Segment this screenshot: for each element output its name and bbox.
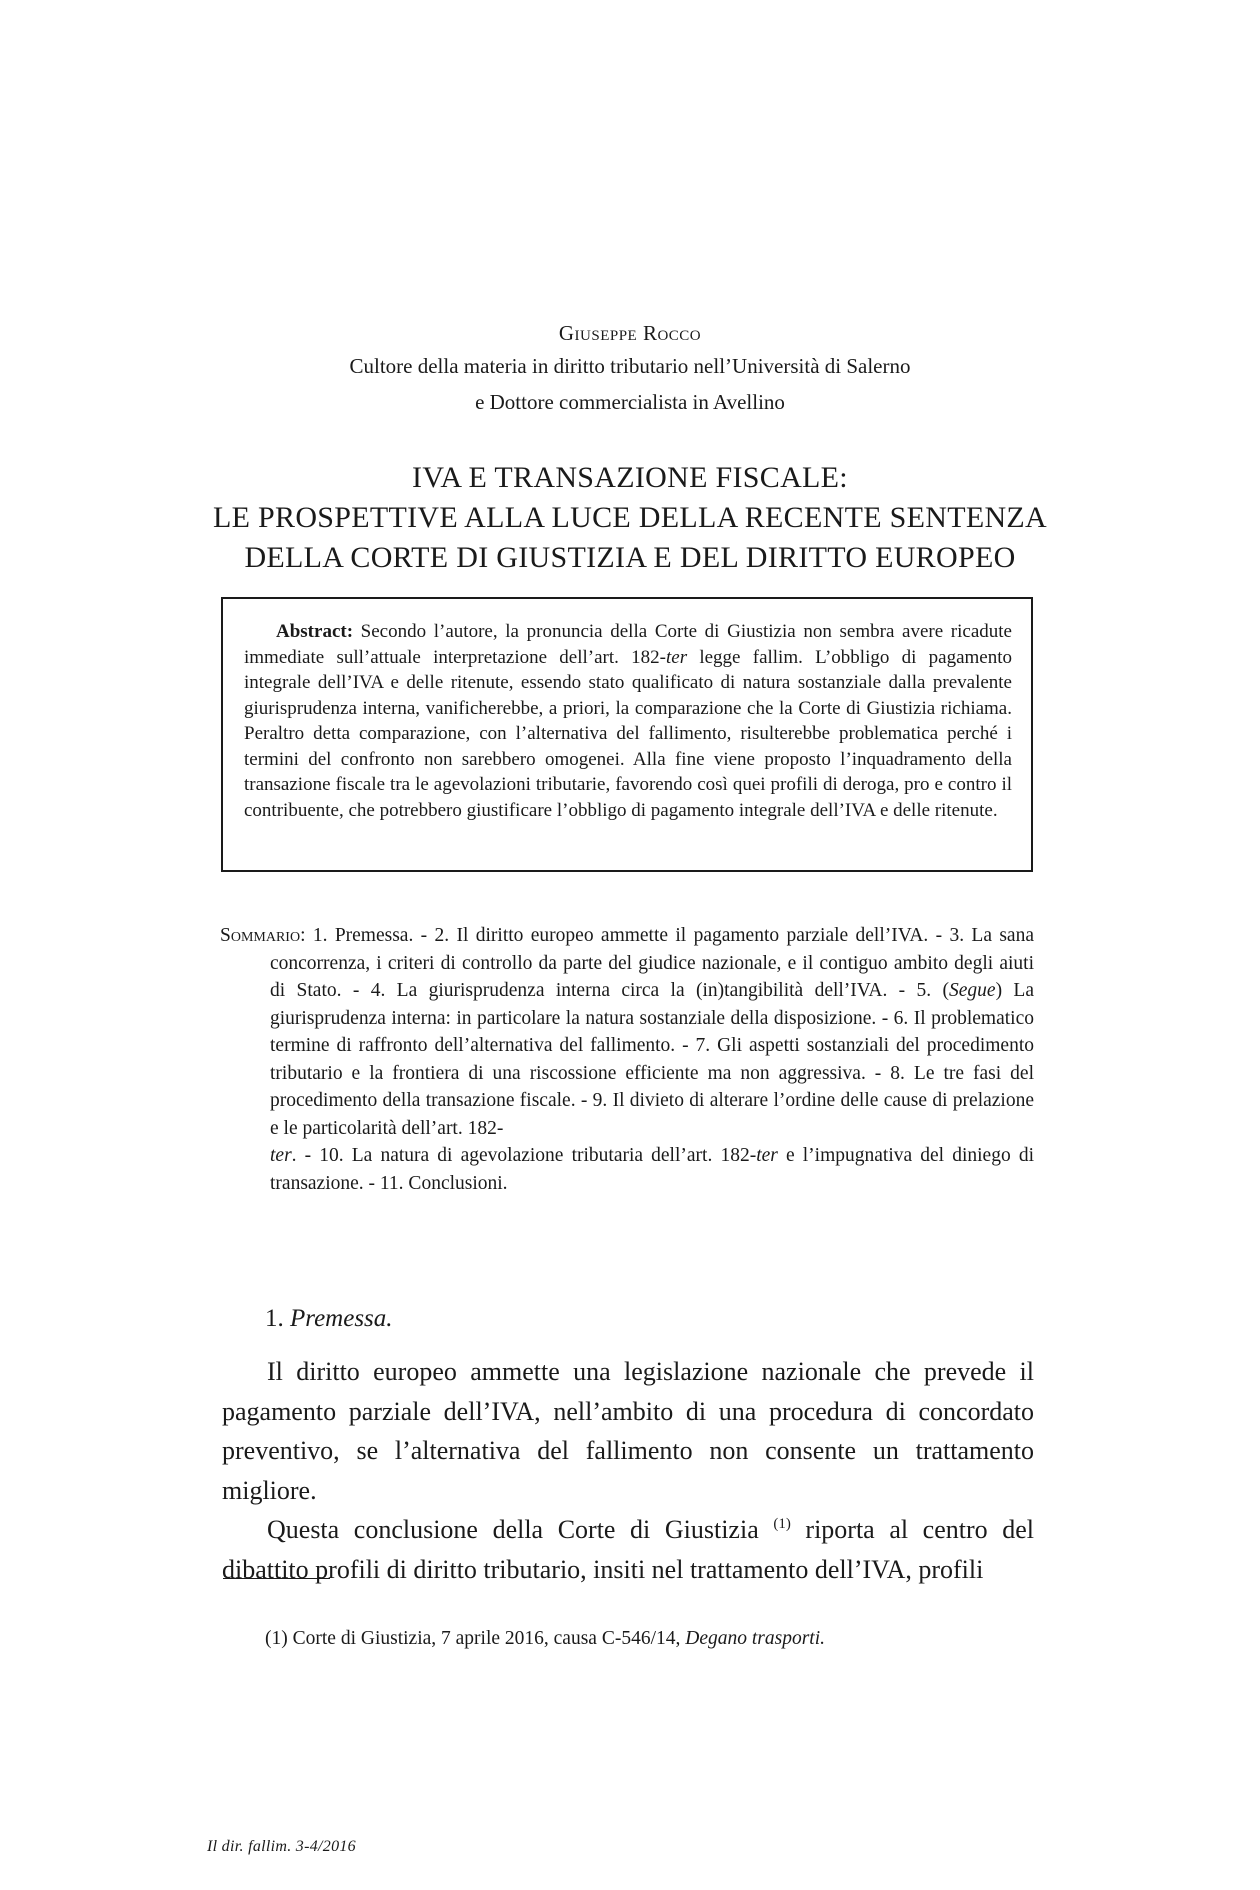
abstract-text-part: legge fallim. L’obbligo di pagamento integrale dell’IVA e delle ritenute, essendo stato qualificato di natura sostanziale dalla prevalente giurisprudenza interna, vanificherebbe, a priori, la comparazione che la Corte di Giustizia richiama. Peraltro detta comparazione, con l’alternativa del fallimento, risulterebbe problematica perché i termini del confronto non sarebbero omogenei. Alla fine viene proposto l’inquadramento della transazione fiscale tra le agevolazioni tributarie, favorendo così quei profili di deroga, pro e contro il contribuente, che potrebbero giustificare l’obbligo di pagamento integrale dell’IVA e delle ritenute. (244, 646, 1012, 821)
article-title (200, 458, 1060, 578)
title-line: LE PROSPETTIVE ALLA LUCE DELLA RECENTE SENTENZA (212, 501, 1048, 534)
sommario-part: 1. Premessa. - 2. Il diritto europeo ammette il pagamento parziale dell’IVA. - 3. La sana concorrenza, i criteri di controllo da parte del giudice nazionale, e il contiguo ambito degli aiuti di Stato. - 4. La giurisprudenza interna circa la (in)tangibilità dell’IVA. - 5. ( (270, 925, 1034, 1001)
body-paragraph: Il diritto europeo ammette una legislazione nazionale che prevede il pagamento parziale dell’IVA, nell’ambito di una procedura di concordato preventivo, se l’alternativa del fallimento non consente un trattamento migliore. (222, 1357, 1034, 1505)
body-paragraph-part: Questa conclusione della Corte di Giustizia (267, 1515, 774, 1544)
footnote-reference[interactable]: (1) (773, 1516, 791, 1532)
title-line: DELLA CORTE DI GIUSTIZIA E DEL DIRITTO EUROPEO (244, 541, 1016, 574)
footnote-text: Corte di Giustizia, 7 aprile 2016, causa C-546/14, (287, 1628, 686, 1649)
section-title: Premessa. (290, 1305, 393, 1332)
sommario (220, 922, 1034, 1197)
abstract-text (244, 619, 1012, 823)
sommario-italic: ter (270, 1145, 292, 1166)
author-name: Giuseppe Rocco (558, 321, 702, 345)
footnote-marker: (1) (265, 1628, 288, 1649)
footnote-divider (223, 1578, 330, 1579)
abstract-text-italic: ter (665, 646, 688, 668)
sommario-part: . - 10. La natura di agevolazione tributaria dell’art. 182- (291, 1145, 757, 1166)
sommario-part: ) La giurisprudenza interna: in particolare la natura sostanziale della disposizione. - 6. Il problematico termine di raffronto dell’alternativa del fallimento. - 7. Gli aspetti sostanziali del procedimento tributario e la frontiera di una riscossione efficiente ma non aggressiva. - 8. Le tre fasi del procedimento della transazione fiscale. - 9. Il divieto di alterare l’ordine delle cause di prelazione e le particolarità dell’art. 182- (270, 980, 1034, 1139)
sommario-italic: ter (756, 1145, 778, 1166)
sommario-part: e l’impugnativa del diniego di transazione. - 11. Conclusioni. (270, 1145, 1035, 1194)
abstract-text-part: Secondo l’autore, la pronuncia della Corte di Giustizia non sembra avere ricadute immediate sull’attuale interpretazione dell’art. 182- (244, 621, 1012, 668)
abstract-box (221, 597, 1033, 872)
body-paragraph (222, 1510, 1034, 1589)
author-affiliation-line: e Dottore commercialista in Avellino (475, 390, 785, 414)
title-line: IVA E TRANSAZIONE FISCALE: (412, 461, 848, 494)
footnote (265, 1626, 1025, 1652)
body-text (222, 1352, 1034, 1589)
footnote-italic: Degano trasporti. (685, 1628, 826, 1649)
sommario-italic: Segue (949, 980, 996, 1001)
author-affiliation-line: Cultore della materia in diritto tributario nell’Università di Salerno (349, 354, 911, 378)
abstract-label: Abstract: (276, 621, 354, 642)
section-heading (265, 1303, 393, 1335)
section-number: 1. (265, 1305, 290, 1332)
author-block (220, 318, 1040, 420)
body-paragraph-part: riporta al centro del dibattito profili di diritto tributario, insiti nel trattamento dell’IVA, profili (222, 1515, 1034, 1584)
sommario-label: Sommario: (220, 925, 306, 946)
running-footer: Il dir. fallim. 3-4/2016 (207, 1838, 356, 1855)
